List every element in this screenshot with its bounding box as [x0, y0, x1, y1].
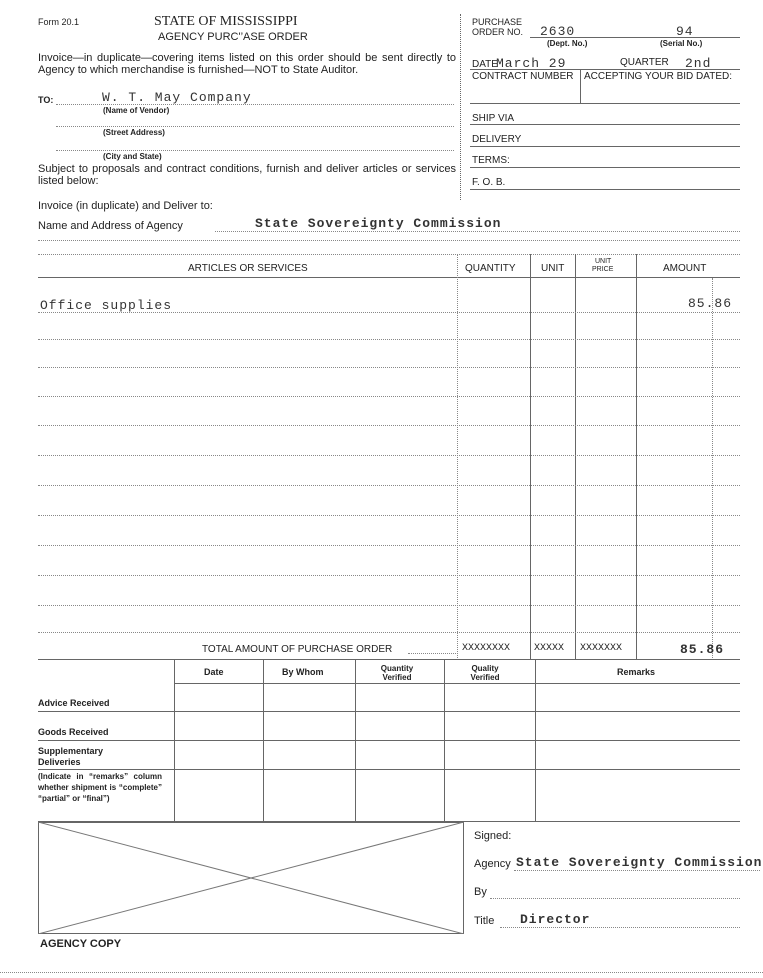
- ver-row-supplementary: Supplementary Deliveries: [38, 746, 104, 767]
- terms-line: [470, 167, 740, 168]
- sig-agency-value: State Sovereignty Commission: [516, 855, 763, 870]
- agency-name-line: [215, 231, 740, 232]
- fob-line: [470, 189, 740, 190]
- table-row: [38, 367, 740, 368]
- date-value: March 29: [496, 56, 567, 71]
- col-sep-unit: [530, 254, 531, 660]
- crossed-out-box: [38, 822, 464, 934]
- total-unit-price-x: XXXXXXX: [580, 643, 623, 654]
- total-amount: 85.86: [680, 642, 725, 657]
- col-sep-unit-price: [575, 254, 576, 660]
- total-leader: [408, 653, 456, 654]
- page-bottom-edge: [0, 972, 763, 973]
- col-sep-cents: [712, 278, 713, 660]
- ver-col-qty: Quantity Verified: [380, 664, 414, 682]
- items-table-top: [38, 254, 740, 255]
- sig-agency-line: [514, 870, 760, 871]
- invoice-deliver-text: Invoice (in duplicate) and Deliver to:: [38, 200, 213, 212]
- ver-row-indicate: (Indicate in “remarks” column whether shipment is “complete” “partial” or “final”): [38, 772, 162, 803]
- dept-caption: (Dept. No.): [547, 39, 588, 48]
- title-label: Title: [474, 915, 495, 927]
- ver-col-remarks: Remarks: [617, 667, 656, 677]
- ver-row-line: [38, 769, 740, 770]
- item-article: Office supplies: [40, 298, 173, 313]
- sig-agency-label: Agency: [474, 858, 511, 870]
- ship-via-line: [470, 124, 740, 125]
- table-row: [38, 605, 740, 606]
- quarter-label: QUARTER: [620, 57, 669, 68]
- form-number: Form 20.1: [38, 17, 80, 27]
- items-header-line: [38, 277, 740, 278]
- po-dept-number: 2630: [540, 24, 576, 39]
- subject-text: Subject to proposals and contract conditions, furnish and deliver articles or services listed below:: [38, 163, 456, 187]
- invoice-instructions: Invoice—in duplicate—covering items listed on this order should be sent directly to Agency to which merchandise is furnished—NOT to State Auditor.: [38, 52, 456, 76]
- fob-label: F. O. B.: [472, 177, 506, 188]
- vendor-name: W. T. May Company: [102, 90, 252, 105]
- table-row: [38, 575, 740, 576]
- street-caption: (Street Address): [103, 128, 165, 137]
- table-row: [38, 545, 740, 546]
- total-line: [38, 659, 740, 660]
- total-quantity-x: XXXXXXXX: [462, 643, 511, 654]
- ver-row-goods: Goods Received: [38, 727, 109, 737]
- title-line: [500, 927, 740, 928]
- ver-row-advice: Advice Received: [38, 698, 110, 708]
- delivery-line: [470, 146, 740, 147]
- agency-name-label: Name and Address of Agency: [38, 220, 183, 232]
- table-row: [38, 515, 740, 516]
- agency-address-line: [38, 240, 740, 241]
- vendor-name-line: [56, 104, 454, 105]
- to-label: TO:: [38, 95, 54, 105]
- total-label: TOTAL AMOUNT OF PURCHASE ORDER: [202, 644, 393, 655]
- col-sep-quantity: [457, 254, 458, 660]
- by-label: By: [474, 886, 487, 898]
- ver-header-line: [174, 683, 740, 684]
- table-row: [38, 396, 740, 397]
- col-unit-price-1: UNIT: [595, 258, 612, 265]
- ver-row-line: [38, 740, 740, 741]
- col-sep-amount: [636, 254, 637, 660]
- po-label-2: ORDER NO.: [472, 27, 524, 37]
- po-number-line: [530, 37, 740, 38]
- col-amount: AMOUNT: [663, 263, 707, 274]
- table-row: [38, 425, 740, 426]
- serial-caption: (Serial No.): [660, 39, 703, 48]
- by-line: [490, 898, 740, 899]
- quarter-value: 2nd: [685, 56, 712, 71]
- agency-name-value: State Sovereignty Commission: [255, 216, 502, 231]
- po-serial-number: 94: [676, 24, 694, 39]
- ship-via-label: SHIP VIA: [472, 113, 515, 124]
- date-label: DATE: [472, 59, 498, 70]
- header-divider: [460, 14, 461, 200]
- col-quantity: QUANTITY: [465, 263, 516, 274]
- form-title: STATE OF MISSISSIPPI: [154, 14, 298, 29]
- contract-divider: [580, 69, 581, 103]
- ver-col-quality: Quality Verified: [470, 664, 500, 682]
- city-line: [56, 150, 454, 151]
- col-articles: ARTICLES OR SERVICES: [188, 263, 308, 274]
- po-label-1: PURCHASE: [472, 17, 523, 27]
- table-row: [38, 312, 740, 313]
- table-row: [38, 339, 740, 340]
- ver-col-bywhom: By Whom: [282, 667, 324, 677]
- accepting-bid-label: ACCEPTING YOUR BID DATED:: [584, 71, 732, 82]
- ver-col-date: Date: [204, 667, 224, 677]
- street-line: [56, 126, 454, 127]
- signed-label: Signed:: [474, 830, 512, 842]
- title-value: Director: [520, 912, 591, 927]
- city-caption: (City and State): [103, 152, 162, 161]
- table-row: [38, 632, 740, 633]
- col-unit: UNIT: [541, 263, 565, 274]
- delivery-label: DELIVERY: [472, 134, 522, 145]
- agency-copy-label: AGENCY COPY: [40, 938, 122, 950]
- contract-number-label: CONTRACT NUMBER: [472, 71, 574, 82]
- col-unit-price-2: PRICE: [592, 266, 614, 273]
- ver-row-line: [38, 711, 740, 712]
- vendor-name-caption: (Name of Vendor): [103, 106, 170, 115]
- form-subtitle: AGENCY PURC'’ASE ORDER: [158, 31, 308, 43]
- date-line: [470, 69, 740, 70]
- table-row: [38, 455, 740, 456]
- contract-line: [470, 103, 740, 104]
- terms-label: TERMS:: [472, 155, 510, 166]
- total-unit-x: XXXXX: [534, 643, 565, 654]
- table-row: [38, 485, 740, 486]
- item-amount: 85.86: [688, 296, 733, 311]
